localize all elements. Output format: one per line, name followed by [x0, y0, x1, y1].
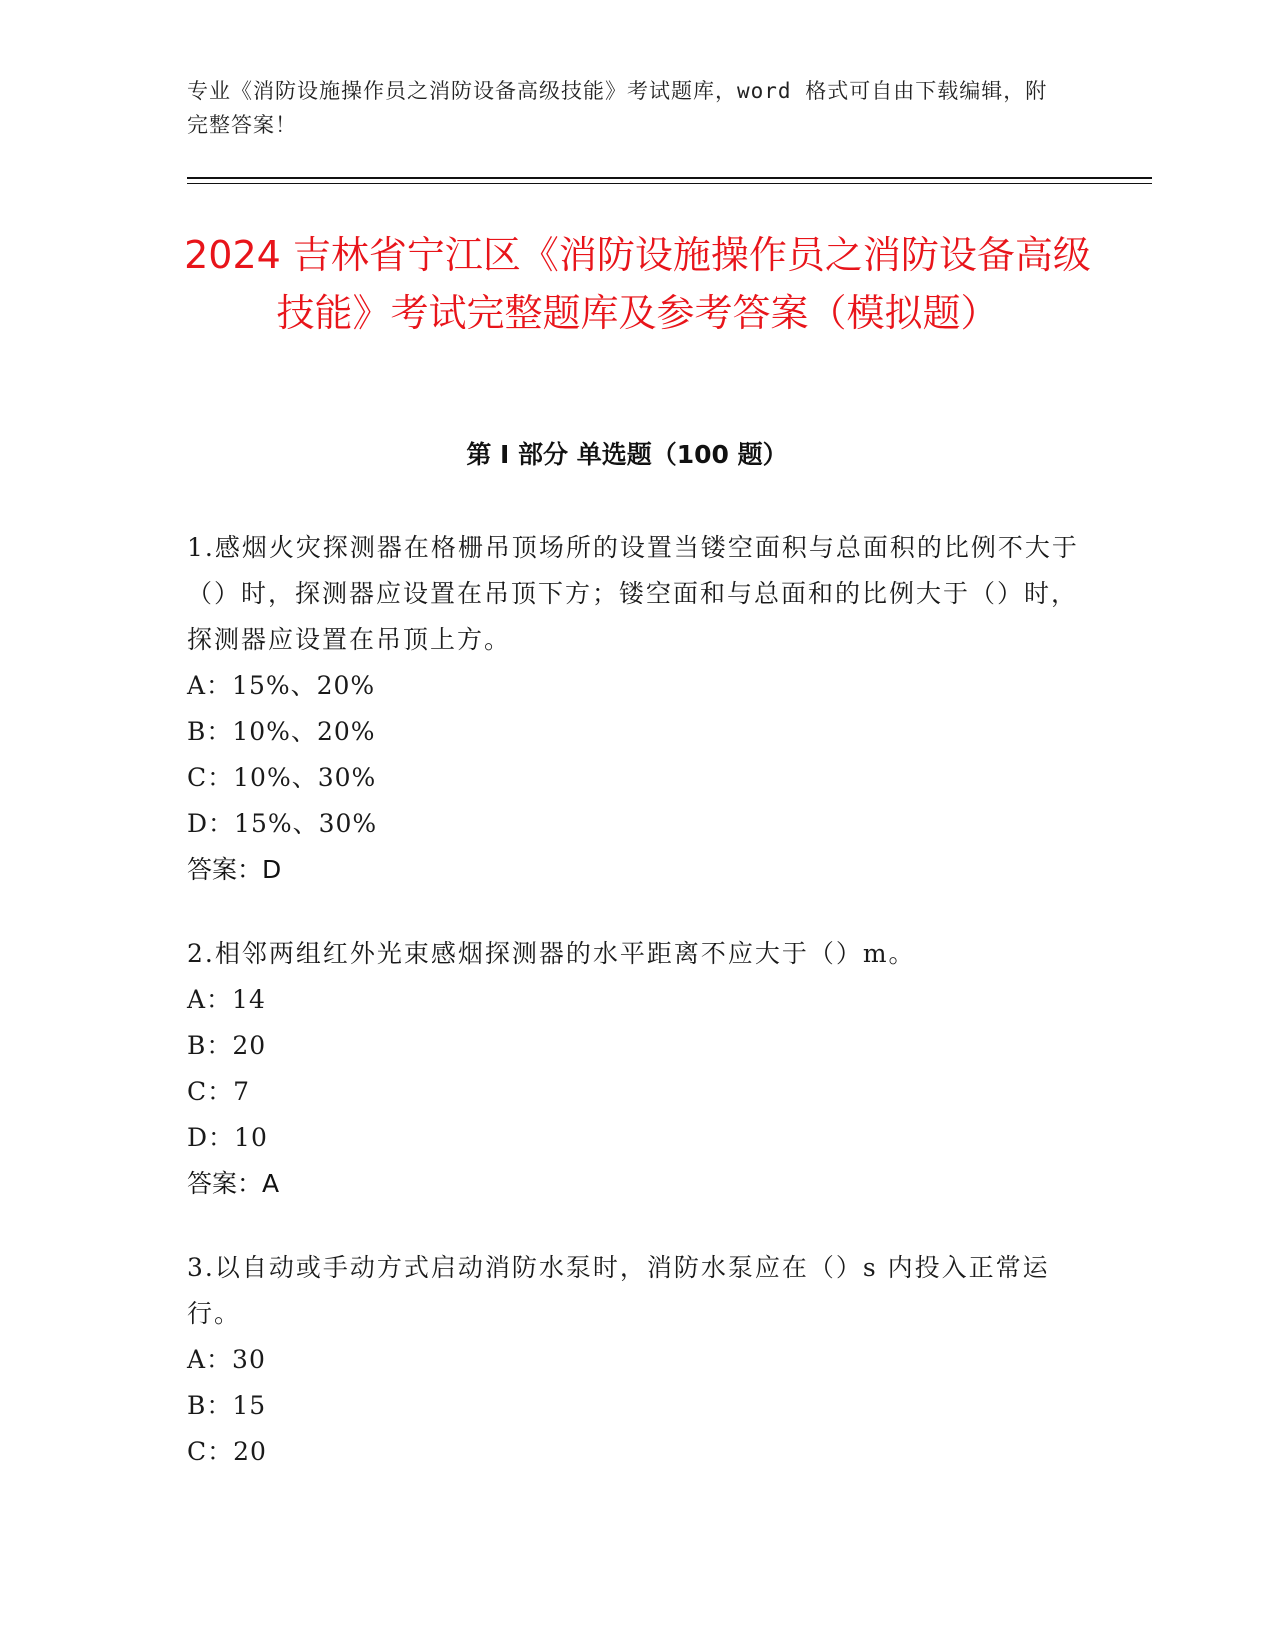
option-b: B：15 [187, 1391, 267, 1420]
section-title: 第 I 部分 单选题（100 题） [466, 440, 788, 469]
option-c: C：7 [187, 1077, 251, 1106]
answer-line: 答案：D [187, 855, 282, 884]
option-a: A：14 [187, 985, 266, 1014]
header-note: 专业《消防设施操作员之消防设备高级技能》考试题库，word 格式可自由下载编辑，附完整答案！ [187, 79, 1048, 137]
option-a: A：30 [187, 1345, 266, 1374]
question-stem: 2.相邻两组红外光束感烟探测器的水平距离不应大于（）m。 [187, 939, 916, 968]
question-stem: 3.以自动或手动方式启动消防水泵时，消防水泵应在（）s 内投入正常运行。 [187, 1253, 1050, 1328]
option-c: C：10%、30% [187, 763, 377, 792]
question-2 [187, 931, 1082, 1207]
option-a: A：15%、20% [187, 671, 376, 700]
option-d: D：15%、30% [187, 809, 378, 838]
header-divider [187, 177, 1152, 179]
option-d: D：10 [187, 1123, 268, 1152]
header-divider-thin [187, 183, 1152, 184]
question-list [187, 525, 1082, 1513]
answer-line: 答案：A [187, 1169, 280, 1198]
option-c: C：20 [187, 1437, 267, 1466]
document-title: 2024 吉林省宁江区《消防设施操作员之消防设备高级技能》考试完整题库及参考答案（模拟题） [184, 233, 1091, 335]
question-3 [187, 1245, 1082, 1475]
question-1 [187, 525, 1082, 893]
option-b: B：20 [187, 1031, 267, 1060]
question-stem: 1.感烟火灾探测器在格栅吊顶场所的设置当镂空面积与总面积的比例不大于（）时，探测器应设置在吊顶下方；镂空面和与总面和的比例大于（）时，探测器应设置在吊顶上方。 [187, 533, 1079, 654]
option-b: B：10%、20% [187, 717, 376, 746]
